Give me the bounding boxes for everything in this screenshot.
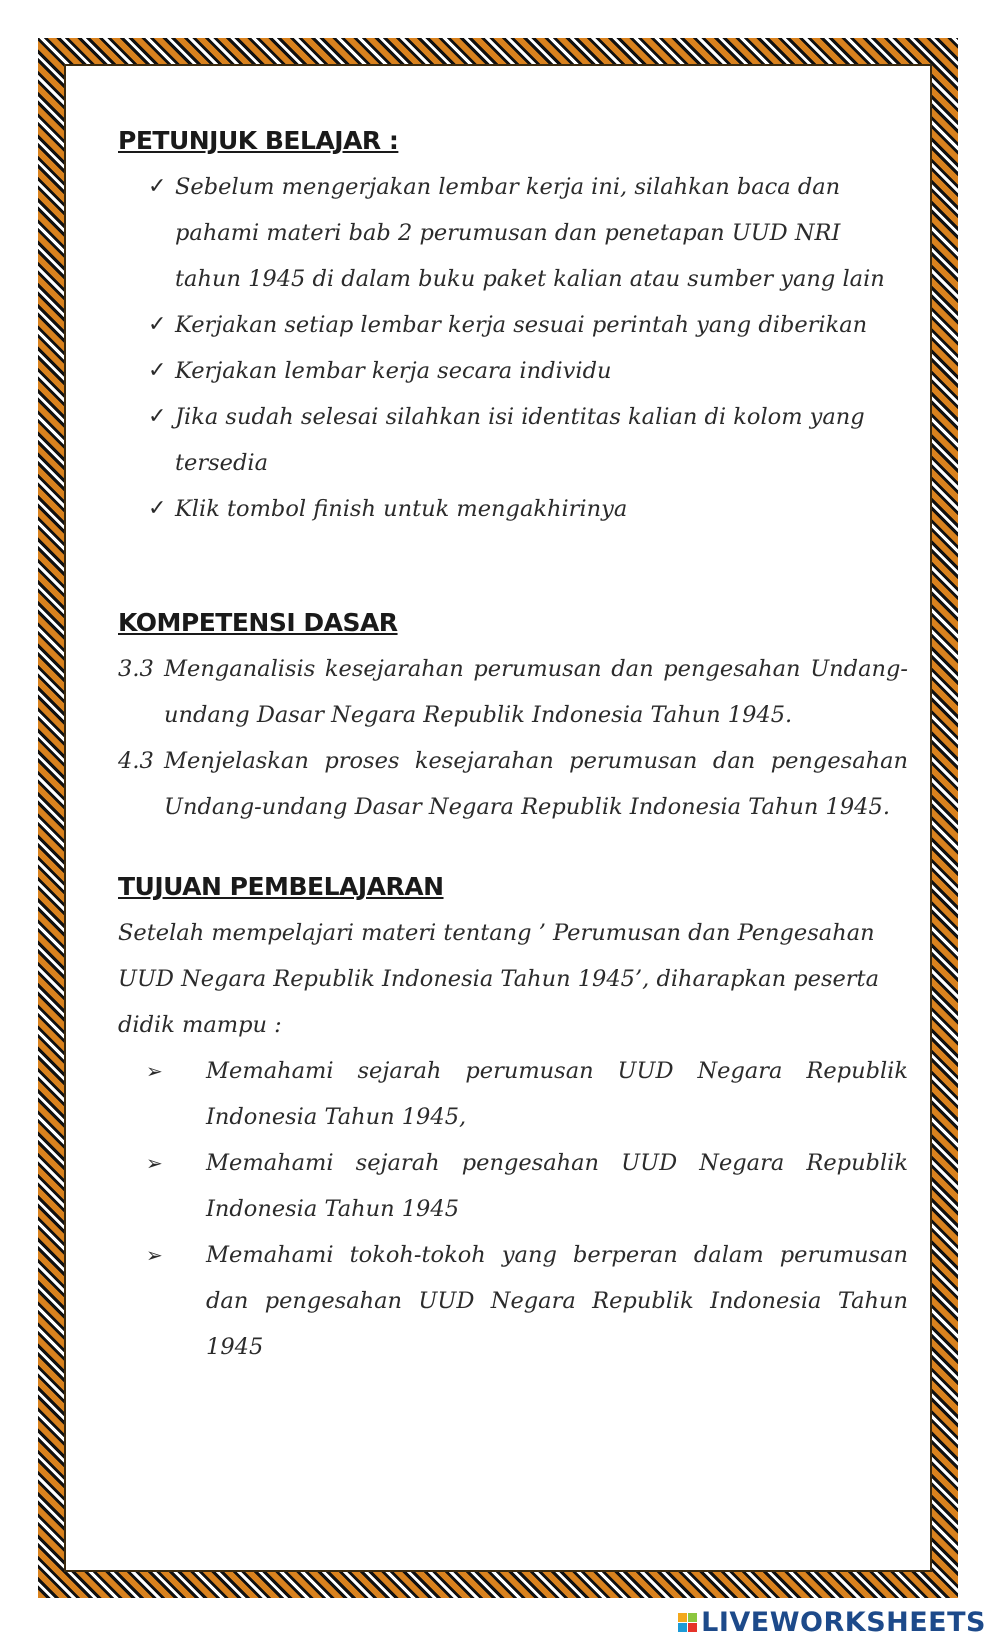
arrow-bullet-icon: ➢ bbox=[146, 1243, 163, 1267]
list-item: ✓ Kerjakan setiap lembar kerja sesuai perintah yang diberikan bbox=[118, 302, 908, 348]
watermark-text: LIVEWORKSHEETS bbox=[701, 1606, 986, 1638]
kompetensi-item: 4.3 Menjelaskan proses kesejarahan perumusan dan pengesahan Undang-undang Dasar Negara Republik Indonesia Tahun 1945. bbox=[118, 738, 908, 830]
list-item: ✓ Klik tombol finish untuk mengakhirinya bbox=[118, 486, 908, 532]
kompetensi-item: 3.3 Menganalisis kesejarahan perumusan dan pengesahan Undang-undang Dasar Negara Republik Indonesia Tahun 1945. bbox=[118, 646, 908, 738]
heading-kompetensi-dasar: KOMPETENSI DASAR bbox=[118, 608, 398, 637]
heading-petunjuk-belajar: PETUNJUK BELAJAR : bbox=[118, 126, 399, 155]
arrow-bullet-icon: ➢ bbox=[146, 1151, 163, 1175]
list-item: ➢ Memahami sejarah perumusan UUD Negara Republik Indonesia Tahun 1945, bbox=[118, 1048, 908, 1140]
petunjuk-list bbox=[118, 164, 908, 532]
kompetensi-number: 4.3 bbox=[118, 748, 154, 774]
list-item: ✓ Jika sudah selesai silahkan isi identitas kalian di kolom yang tersedia bbox=[118, 394, 908, 486]
check-icon: ✓ bbox=[148, 404, 167, 429]
liveworksheets-watermark[interactable] bbox=[678, 1605, 986, 1639]
worksheet-content bbox=[118, 118, 908, 1370]
check-icon: ✓ bbox=[148, 496, 167, 521]
check-icon: ✓ bbox=[148, 312, 167, 337]
tujuan-list bbox=[118, 1048, 908, 1370]
list-item: ➢ Memahami tokoh-tokoh yang berperan dalam perumusan dan pengesahan UUD Negara Republik Indonesia Tahun 1945 bbox=[118, 1232, 908, 1370]
arrow-bullet-icon: ➢ bbox=[146, 1059, 163, 1083]
kompetensi-number: 3.3 bbox=[118, 656, 154, 682]
list-item: ✓ Kerjakan lembar kerja secara individu bbox=[118, 348, 908, 394]
liveworksheets-logo-icon bbox=[678, 1613, 697, 1632]
check-icon: ✓ bbox=[148, 358, 167, 383]
heading-tujuan-pembelajaran: TUJUAN PEMBELAJARAN bbox=[118, 872, 444, 901]
check-icon: ✓ bbox=[148, 174, 167, 199]
list-item: ➢ Memahami sejarah pengesahan UUD Negara Republik Indonesia Tahun 1945 bbox=[118, 1140, 908, 1232]
tujuan-intro: Setelah mempelajari materi tentang ’ Perumusan dan Pengesahan UUD Negara Republik Indonesia Tahun 1945’, diharapkan peserta didik mampu : bbox=[118, 920, 880, 1038]
list-item: ✓ Sebelum mengerjakan lembar kerja ini, silahkan baca dan pahami materi bab 2 perumusan dan penetapan UUD NRI tahun 1945 di dalam buku paket kalian atau sumber yang lain bbox=[118, 164, 908, 302]
